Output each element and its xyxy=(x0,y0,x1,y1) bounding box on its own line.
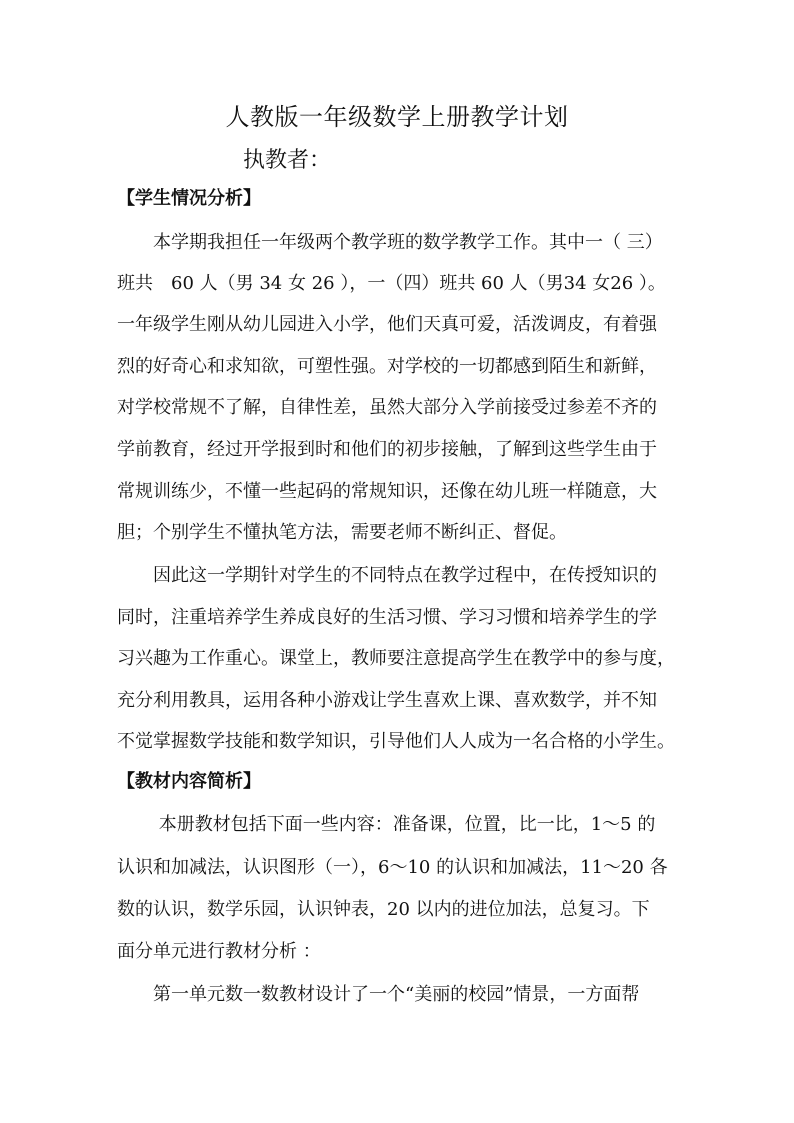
paragraph-line: 数的认识，数学乐园，认识钟表，20 以内的进位加法，总复习。下 xyxy=(117,899,650,920)
section-heading-material-analysis: 【教材内容简析】 xyxy=(117,771,261,792)
author-label: 执教者： xyxy=(243,148,332,173)
section-heading-student-analysis: 【学生情况分析】 xyxy=(117,188,261,209)
paragraph-line: 常规训练少，不懂一些起码的常规知识，还像在幼儿班一样随意，大 xyxy=(117,481,657,502)
paragraph-line: 本学期我担任一年级两个教学班的数学教学工作。其中一（ 三） xyxy=(117,232,663,253)
paragraph-line: 第一单元数一数教材设计了一个“美丽的校园”情景，一方面帮 xyxy=(117,984,640,1005)
paragraph-line: 学前教育，经过开学报到时和他们的初步接触，了解到这些学生由于 xyxy=(117,439,657,460)
document-title: 人教版一年级数学上册教学计划 xyxy=(225,103,569,131)
paragraph-line: 同时，注重培养学生养成良好的生活习惯、学习习惯和培养学生的学 xyxy=(117,607,657,628)
paragraph-line: 认识和加减法，认识图形（一），6～10 的认识和加减法，11～20 各 xyxy=(117,857,668,878)
paragraph-line: 班共 60 人（男 34 女 26 ），一（四）班共 60 人（男34 女26 ）。 xyxy=(117,273,666,294)
paragraph-line: 对学校常规不了解，自律性差，虽然大部分入学前接受过参差不齐的 xyxy=(117,397,657,418)
paragraph-line: 一年级学生刚从幼儿园进入小学，他们天真可爱，活泼调皮，有着强 xyxy=(117,314,657,335)
paragraph-line: 胆；个别学生不懂执笔方法，需要老师不断纠正、督促。 xyxy=(117,522,567,543)
paragraph-line: 因此这一学期针对学生的不同特点在教学过程中，在传授知识的 xyxy=(117,565,657,586)
paragraph-line: 烈的好奇心和求知欲，可塑性强。对学校的一切都感到陌生和新鲜， xyxy=(117,356,657,377)
paragraph-line: 本册教材包括下面一些内容：准备课，位置，比一比，1～5 的 xyxy=(117,814,656,835)
paragraph-line: 充分利用教具，运用各种小游戏让学生喜欢上课、喜欢数学，并不知 xyxy=(117,690,657,711)
paragraph-line: 不觉掌握数学技能和数学知识，引导他们人人成为一名合格的小学生。 xyxy=(117,731,675,752)
paragraph-line: 面分单元进行教材分析 ： xyxy=(117,941,321,962)
paragraph-line: 习兴趣为工作重心。课堂上，教师要注意提高学生在教学中的参与度， xyxy=(117,648,675,669)
